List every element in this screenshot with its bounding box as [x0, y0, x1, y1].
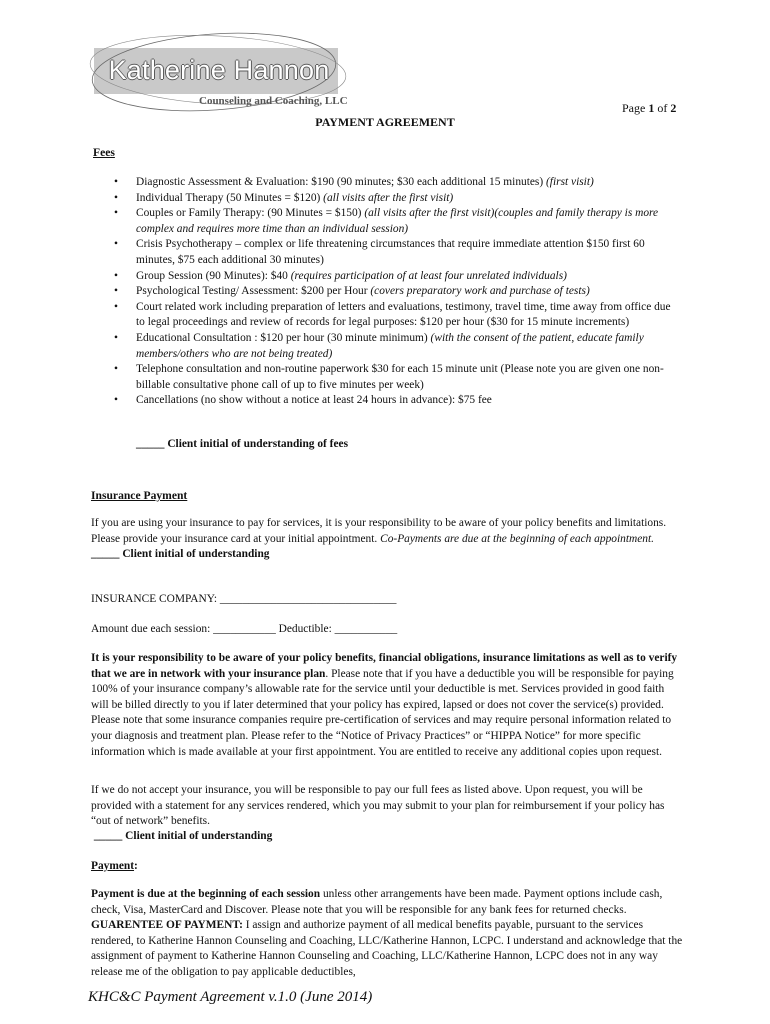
- list-item: • Individual Therapy (50 Minutes = $120) (all visits after the first visit): [114, 191, 454, 204]
- logo-name: Katherine Hannon: [108, 55, 330, 85]
- page-number: Page 1 of 2: [622, 101, 677, 115]
- insurance-company-field: INSURANCE COMPANY: _______________________________: [91, 593, 397, 605]
- list-item: • Educational Consultation : $120 per hour (30 minute minimum) (with the consent of the patient, educate family members/others who are not being treated): [114, 331, 644, 360]
- insurance-heading: Insurance Payment: [91, 489, 188, 502]
- fees-heading: Fees: [93, 146, 115, 159]
- list-item: • Telephone consultation and non-routine paperwork $30 for each 15 minute unit (Please note you are given one non-billable consultative phone call of up to five minutes per week): [114, 363, 664, 391]
- payment-heading: Payment:: [91, 860, 138, 872]
- logo-tagline: Counseling and Coaching, LLC: [199, 95, 348, 107]
- list-item: • Crisis Psychotherapy – complex or life threatening circumstances that require immediate attention $150 first 60 minutes, $75 each additional 30 minutes): [114, 238, 645, 266]
- list-item: • Diagnostic Assessment & Evaluation: $190 (90 minutes; $30 each additional 15 minutes) (first visit): [114, 176, 594, 188]
- list-item: • Couples or Family Therapy: (90 Minutes = $150) (all visits after the first visit)(couples and family therapy is more complex and requires more time than an individual session): [114, 207, 659, 235]
- responsibility-paragraph: It is your responsibility to be aware of your policy benefits, financial obligations, insurance limitations as well as to verify that we are in network with your insurance plan. Please note that if you have a deductible you will be responsible for paying 100% of your insurance company’s allowable rate for the service until your deductible is met. Services provided in good faith will be billed directly to you if later determined that your policy has expired, lapsed or does not cover the service(s) provided. Please note that some insurance companies require pre-certification of services and may require personal information related to your diagnosis and treatment plan. Please refer to the “Notice of Privacy Practices” or “HIPPA Notice” for more specific information which is made available at your first appointment. You are entitled to receive any additional copies upon request.: [91, 652, 678, 758]
- insurance-paragraph: If you are using your insurance to pay for services, it is your responsibility to be aware of your policy benefits and limitations. Please provide your insurance card at your initial appointment. Co-Payments are due at the beginning of each appointment. _____ Client initial of understanding: [91, 517, 667, 561]
- list-item: • Cancellations (no show without a notice at least 24 hours in advance): $75 fee: [114, 394, 492, 407]
- fees-list: [114, 175, 681, 409]
- document-title: PAYMENT AGREEMENT: [315, 115, 455, 129]
- document-footer: KHC&C Payment Agreement v.1.0 (June 2014): [88, 989, 373, 1005]
- list-item: • Court related work including preparation of letters and evaluations, testimony, travel time, time away from office due to legal proceedings and review of records for legal purposes: $120 per hour ($30 for 15 minute increments): [114, 300, 671, 329]
- list-item: • Psychological Testing/ Assessment: $200 per Hour (covers preparatory work and purchase of tests): [114, 285, 590, 298]
- amount-deductible-field: Amount due each session: ___________ Deductible: ___________: [91, 623, 398, 635]
- list-item: • Group Session (90 Minutes): $40 (requires participation of at least four unrelated individuals): [114, 269, 567, 282]
- insurance-initial-line: _____ Client initial of understanding: [91, 830, 273, 842]
- fees-initial-line: _____ Client initial of understanding of fees: [136, 438, 349, 450]
- no-accept-paragraph: If we do not accept your insurance, you will be responsible to pay our full fees as listed above. Upon request, you will be provided with a statement for any services rendered, which you may submit to your plan for reimbursement if your policy has “out of network” benefits.: [91, 784, 665, 828]
- payment-paragraph: Payment is due at the beginning of each session unless other arrangements have been made. Payment options include cash, check, Visa, MasterCard and Discover. Please note that you will be responsible for any bank fees for returned checks. GUARENTEE OF PAYMENT: I assign and authorize payment of all medical benefits payable, pursuant to the services rendered, to Katherine Hannon Counseling and Coaching, LLC/Katherine Hannon, LCPC. I understand and acknowledge that the assignment of payment to Katherine Hannon Counseling and Coaching, LLC/Katherine Hannon, LCPC does not in any way release me of the obligation to pay applicable deductibles,: [91, 888, 683, 978]
- company-logo: [88, 28, 358, 112]
